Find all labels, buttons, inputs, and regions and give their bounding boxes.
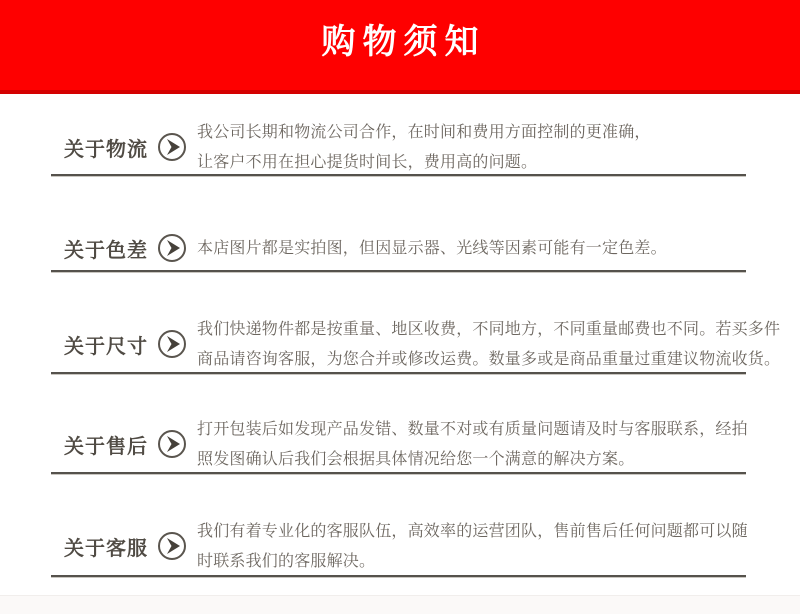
section-customer-service <box>0 514 800 578</box>
text-line: 我公司长期和物流公司合作，在时间和费用方面控制的更准确， <box>197 122 651 141</box>
text-line: 我们快递物件都是按重量、地区收费，不同地方，不同重量邮费也不同。若买多件 <box>197 319 781 338</box>
section-label: 关于客服 <box>64 535 148 560</box>
section-divider <box>51 472 746 475</box>
text-line: 让客户不用在担心提货时间长，费用高的问题。 <box>197 152 538 171</box>
arrow-right-circle-icon <box>157 233 187 263</box>
section-text <box>197 516 748 576</box>
text-line: 我们有着专业化的客服队伍，高效率的运营团队，售前售后任何问题都可以随 <box>197 521 748 540</box>
section-label: 关于物流 <box>64 136 148 161</box>
section-divider <box>51 575 746 578</box>
section-text <box>197 233 748 263</box>
section-logistics <box>0 117 800 177</box>
section-divider <box>51 372 746 375</box>
section-label: 关于色差 <box>64 237 148 262</box>
text-line: 本店图片都是实拍图，但因显示器、光线等因素可能有一定色差。 <box>197 238 667 257</box>
text-line: 时联系我们的客服解决。 <box>197 551 376 570</box>
section-text <box>197 117 748 177</box>
arrow-right-circle-icon <box>157 132 187 162</box>
section-divider <box>51 174 746 177</box>
section-text <box>197 414 748 474</box>
section-label: 关于售后 <box>64 433 148 458</box>
text-line: 照发图确认后我们会根据具体情况给您一个满意的解决方案。 <box>197 449 635 468</box>
section-after-sales <box>0 413 800 475</box>
section-color-difference <box>0 223 800 273</box>
text-line: 打开包装后如发现产品发错、数量不对或有质量问题请及时与客服联系，经拍 <box>197 419 748 438</box>
page-title: 购物须知 <box>321 22 486 62</box>
arrow-right-circle-icon <box>157 429 187 459</box>
section-divider <box>51 270 746 273</box>
text-line: 商品请咨询客服，为您合并或修改运费。数量多或是商品重量过重建议物流收货。 <box>197 349 781 368</box>
section-text <box>197 314 780 374</box>
section-label: 关于尺寸 <box>64 333 148 358</box>
bottom-band <box>0 595 800 614</box>
arrow-right-circle-icon <box>157 329 187 359</box>
section-size-shipping <box>0 313 800 375</box>
arrow-right-circle-icon <box>157 531 187 561</box>
header-banner <box>0 0 800 94</box>
